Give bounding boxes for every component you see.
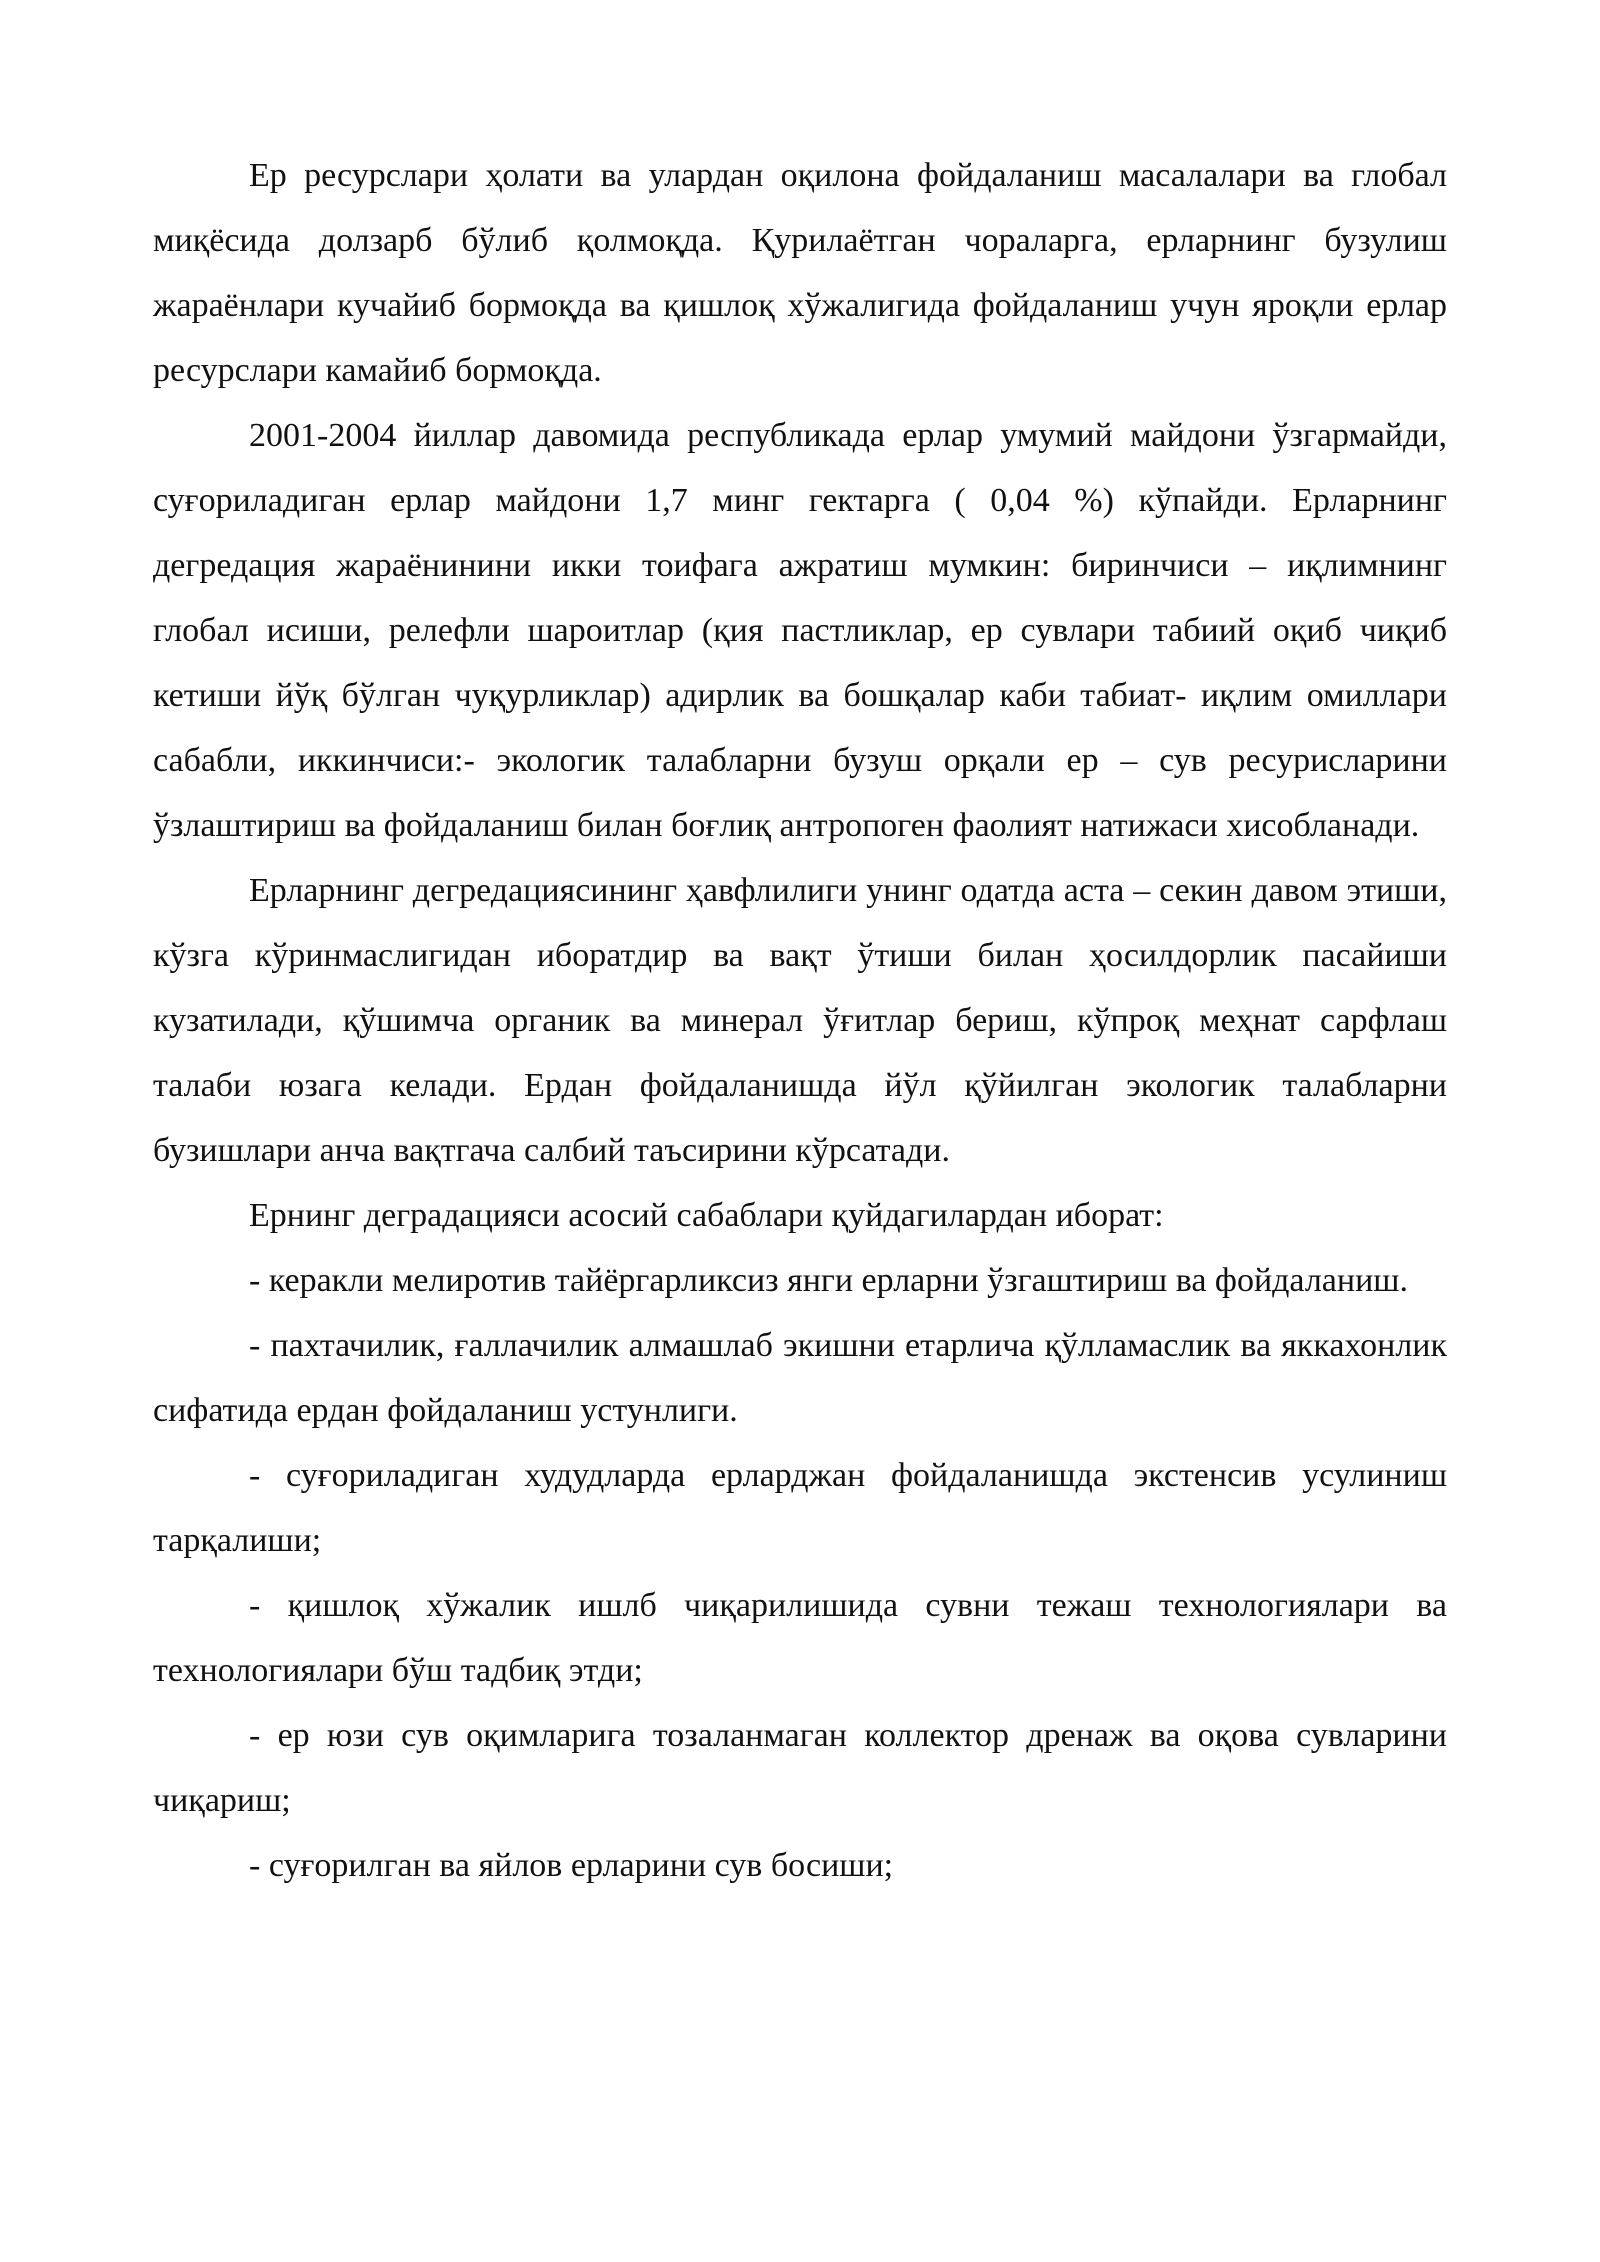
paragraph-land-resources: Ер ресурслари ҳолати ва улардан оқилона фойдаланиш масалалари ва глобал миқёсида долзарб бўлиб қолмоқда. Қурилаётган чораларга, ерларнинг бузулиш жараёнлари кучайиб бормоқда ва қишлоқ хўжалигида фойдаланиш учун яроқли ерлар ресурслари камайиб бормоқда.	[153, 157, 1447, 389]
list-item-cause: - суғорилган ва яйлов ерларини сув босиши;	[249, 1847, 894, 1884]
document-body	[153, 143, 1447, 1898]
list-item-cause: - суғориладиган худудларда ерларджан фойдаланишда экстенсив усулиниш тарқалиши;	[153, 1457, 1447, 1559]
paragraph-causes-intro: Ернинг деградацияси асосий сабаблари қуйдагилардан иборат:	[249, 1197, 1164, 1234]
paragraph-degradation-danger: Ерларнинг дегредациясининг ҳавфлилиги унинг одатда аста – секин давом этиши, кўзга кўринмаслигидан иборатдир ва вақт ўтиши билан ҳосилдорлик пасайиши кузатилади, қўшимча органик ва минерал ўғитлар бериш, кўпроқ меҳнат сарфлаш талаби юзага келади. Ердан фойдаланишда йўл қўйилган экологик талабларни бузишлари анча вақтгача салбий таъсирини кўрсатади.	[153, 872, 1447, 1169]
paragraph-irrigated-area: 2001-2004 йиллар давомида республикада ерлар умумий майдони ўзгармайди, суғориладиган ерлар майдони 1,7 минг гектарга ( 0,04 %) кўпайди. Ерларнинг дегредация жараёнинини икки тоифага ажратиш мумкин: биринчиси – иқлимнинг глобал исиши, релефли шароитлар (қия пастликлар, ер сувлари табиий оқиб чиқиб кетиши йўқ бўлган чуқурликлар) адирлик ва бошқалар каби табиат- иқлим омиллари сабабли, иккинчиси:- экологик талабларни бузуш орқали ер – сув ресурисларини ўзлаштириш ва фойдаланиш билан боғлиқ антропоген фаолият натижаси хисобланади.	[153, 417, 1447, 844]
list-item-cause: - пахтачилик, ғаллачилик алмашлаб экишни етарлича қўлламаслик ва яккахонлик сифатида ердан фойдаланиш устунлиги.	[153, 1327, 1447, 1429]
list-item-cause: - қишлоқ хўжалик ишлб чиқарилишида сувни тежаш технологиялари ва технологиялари бўш тадбиқ этди;	[153, 1587, 1447, 1689]
list-item-cause: - ер юзи сув оқимларига тозаланмаган коллектор дренаж ва оқова сувларини чиқариш;	[153, 1717, 1447, 1819]
list-item-cause: - керакли мелиротив тайёргарликсиз янги ерларни ўзгаштириш ва фойдаланиш.	[249, 1262, 1408, 1299]
